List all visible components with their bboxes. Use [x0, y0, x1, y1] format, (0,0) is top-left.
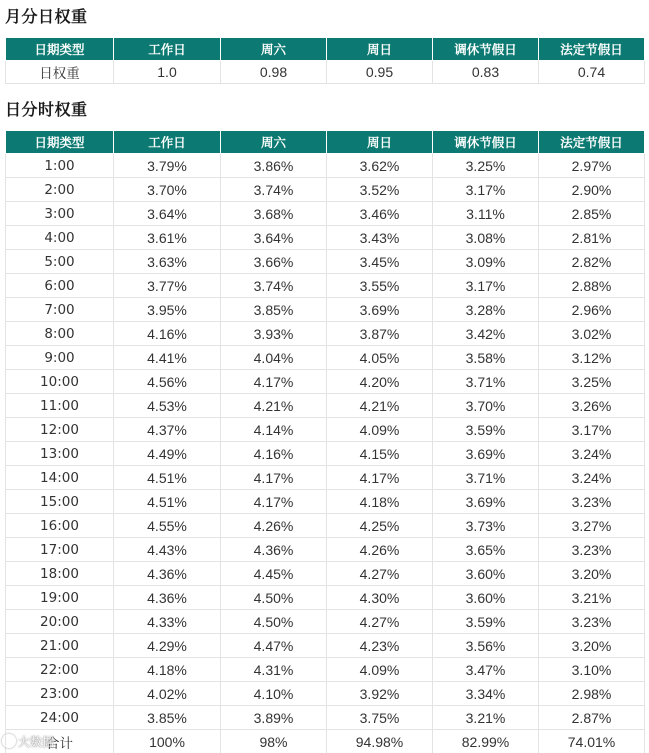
value-cell: 4.29%	[114, 634, 221, 658]
value-cell: 4.15%	[327, 442, 433, 466]
column-header: 周六	[221, 38, 327, 61]
value-cell: 3.52%	[327, 178, 433, 202]
value-cell: 3.26%	[539, 394, 645, 418]
value-cell: 4.05%	[327, 346, 433, 370]
table-row	[6, 586, 645, 610]
value-cell: 4.17%	[221, 466, 327, 490]
value-cell: 3.55%	[327, 274, 433, 298]
value-cell: 4.30%	[327, 586, 433, 610]
value-cell: 3.61%	[114, 226, 221, 250]
value-cell: 4.17%	[221, 370, 327, 394]
column-header: 周日	[327, 38, 433, 61]
column-header: 法定节假日	[539, 38, 645, 61]
row-label-cell: 7:00	[6, 298, 114, 322]
table-row	[6, 562, 645, 586]
value-cell: 4.41%	[114, 346, 221, 370]
value-cell: 3.74%	[221, 178, 327, 202]
value-cell: 2.82%	[539, 250, 645, 274]
value-cell: 4.37%	[114, 418, 221, 442]
row-label-cell: 16:00	[6, 514, 114, 538]
value-cell: 3.23%	[539, 610, 645, 634]
column-header: 工作日	[114, 131, 221, 154]
value-cell: 0.98	[221, 61, 327, 84]
table-row	[6, 298, 645, 322]
value-cell: 3.09%	[433, 250, 539, 274]
row-label-cell: 3:00	[6, 202, 114, 226]
value-cell: 3.68%	[221, 202, 327, 226]
value-cell: 3.23%	[539, 490, 645, 514]
value-cell: 2.81%	[539, 226, 645, 250]
value-cell: 4.20%	[327, 370, 433, 394]
value-cell: 3.77%	[114, 274, 221, 298]
value-cell: 3.21%	[539, 586, 645, 610]
value-cell: 4.17%	[221, 490, 327, 514]
row-label-cell: 11:00	[6, 394, 114, 418]
value-cell: 3.24%	[539, 442, 645, 466]
value-cell: 3.20%	[539, 634, 645, 658]
row-label-cell: 6:00	[6, 274, 114, 298]
value-cell: 3.87%	[327, 322, 433, 346]
value-cell: 3.17%	[433, 178, 539, 202]
table-row	[6, 490, 645, 514]
table-row	[6, 538, 645, 562]
column-header: 调休节假日	[433, 131, 539, 154]
value-cell: 0.95	[327, 61, 433, 84]
value-cell: 4.53%	[114, 394, 221, 418]
row-label-cell: 23:00	[6, 682, 114, 706]
value-cell: 3.20%	[539, 562, 645, 586]
row-label-cell: 4:00	[6, 226, 114, 250]
value-cell: 3.85%	[114, 706, 221, 730]
value-cell: 3.59%	[433, 418, 539, 442]
table-row	[6, 322, 645, 346]
value-cell: 4.43%	[114, 538, 221, 562]
value-cell: 4.09%	[327, 418, 433, 442]
value-cell: 3.64%	[221, 226, 327, 250]
value-cell: 4.31%	[221, 658, 327, 682]
value-cell: 4.27%	[327, 562, 433, 586]
row-label-cell: 1:00	[6, 154, 114, 178]
value-cell: 4.21%	[221, 394, 327, 418]
table-row	[6, 658, 645, 682]
table-header-row	[6, 38, 645, 61]
row-label-cell: 13:00	[6, 442, 114, 466]
table-row	[6, 202, 645, 226]
row-label-cell: 18:00	[6, 562, 114, 586]
value-cell: 1.0	[114, 61, 221, 84]
value-cell: 4.16%	[114, 322, 221, 346]
value-cell: 4.36%	[114, 562, 221, 586]
value-cell: 3.89%	[221, 706, 327, 730]
column-header: 日期类型	[6, 38, 114, 61]
value-cell: 2.85%	[539, 202, 645, 226]
value-cell: 3.42%	[433, 322, 539, 346]
value-cell: 3.75%	[327, 706, 433, 730]
row-label-cell: 21:00	[6, 634, 114, 658]
table-row	[6, 466, 645, 490]
value-cell: 4.36%	[114, 586, 221, 610]
column-header: 周日	[327, 131, 433, 154]
value-cell: 100%	[114, 730, 221, 753]
column-header: 周六	[221, 131, 327, 154]
column-header: 工作日	[114, 38, 221, 61]
value-cell: 4.50%	[221, 586, 327, 610]
value-cell: 3.56%	[433, 634, 539, 658]
row-label-cell: 合计	[6, 730, 114, 753]
value-cell: 3.23%	[539, 538, 645, 562]
value-cell: 3.21%	[433, 706, 539, 730]
value-cell: 94.98%	[327, 730, 433, 753]
value-cell: 3.95%	[114, 298, 221, 322]
value-cell: 3.71%	[433, 370, 539, 394]
value-cell: 2.88%	[539, 274, 645, 298]
value-cell: 2.98%	[539, 682, 645, 706]
value-cell: 4.55%	[114, 514, 221, 538]
value-cell: 4.09%	[327, 658, 433, 682]
table-row	[6, 442, 645, 466]
value-cell: 3.69%	[433, 442, 539, 466]
value-cell: 4.17%	[327, 466, 433, 490]
value-cell: 3.69%	[327, 298, 433, 322]
value-cell: 4.21%	[327, 394, 433, 418]
value-cell: 4.26%	[327, 538, 433, 562]
value-cell: 2.96%	[539, 298, 645, 322]
value-cell: 4.51%	[114, 490, 221, 514]
value-cell: 4.50%	[221, 610, 327, 634]
table-row	[6, 178, 645, 202]
value-cell: 3.69%	[433, 490, 539, 514]
value-cell: 2.87%	[539, 706, 645, 730]
value-cell: 4.45%	[221, 562, 327, 586]
value-cell: 4.51%	[114, 466, 221, 490]
column-header: 日期类型	[6, 131, 114, 154]
value-cell: 3.71%	[433, 466, 539, 490]
value-cell: 0.83	[433, 61, 539, 84]
value-cell: 3.25%	[433, 154, 539, 178]
value-cell: 3.86%	[221, 154, 327, 178]
value-cell: 3.70%	[433, 394, 539, 418]
table-row	[6, 154, 645, 178]
value-cell: 3.59%	[433, 610, 539, 634]
value-cell: 4.02%	[114, 682, 221, 706]
row-label-cell: 12:00	[6, 418, 114, 442]
table-row	[6, 610, 645, 634]
value-cell: 3.02%	[539, 322, 645, 346]
value-cell: 3.27%	[539, 514, 645, 538]
value-cell: 4.16%	[221, 442, 327, 466]
row-label-cell: 8:00	[6, 322, 114, 346]
value-cell: 4.18%	[327, 490, 433, 514]
row-label-cell: 19:00	[6, 586, 114, 610]
value-cell: 3.43%	[327, 226, 433, 250]
value-cell: 3.66%	[221, 250, 327, 274]
value-cell: 4.04%	[221, 346, 327, 370]
value-cell: 4.23%	[327, 634, 433, 658]
value-cell: 3.93%	[221, 322, 327, 346]
daily-weight-table	[5, 37, 645, 84]
value-cell: 4.56%	[114, 370, 221, 394]
value-cell: 4.49%	[114, 442, 221, 466]
value-cell: 3.60%	[433, 586, 539, 610]
table-row	[6, 61, 645, 84]
row-label-cell: 17:00	[6, 538, 114, 562]
value-cell: 3.92%	[327, 682, 433, 706]
value-cell: 3.45%	[327, 250, 433, 274]
value-cell: 2.90%	[539, 178, 645, 202]
table-row	[6, 514, 645, 538]
value-cell: 3.24%	[539, 466, 645, 490]
table-row	[6, 274, 645, 298]
value-cell: 4.25%	[327, 514, 433, 538]
row-label-cell: 5:00	[6, 250, 114, 274]
row-label-cell: 14:00	[6, 466, 114, 490]
row-label-cell: 24:00	[6, 706, 114, 730]
table-row	[6, 706, 645, 730]
value-cell: 3.63%	[114, 250, 221, 274]
value-cell: 3.64%	[114, 202, 221, 226]
table-row	[6, 730, 645, 753]
value-cell: 3.08%	[433, 226, 539, 250]
value-cell: 4.14%	[221, 418, 327, 442]
table-row	[6, 418, 645, 442]
row-label-cell: 2:00	[6, 178, 114, 202]
value-cell: 4.10%	[221, 682, 327, 706]
value-cell: 3.58%	[433, 346, 539, 370]
value-cell: 2.97%	[539, 154, 645, 178]
value-cell: 3.12%	[539, 346, 645, 370]
value-cell: 0.74	[539, 61, 645, 84]
value-cell: 3.17%	[433, 274, 539, 298]
value-cell: 3.85%	[221, 298, 327, 322]
value-cell: 3.46%	[327, 202, 433, 226]
value-cell: 3.79%	[114, 154, 221, 178]
section-title-daily-weight: 月分日权重	[5, 7, 88, 26]
table-row	[6, 370, 645, 394]
value-cell: 3.11%	[433, 202, 539, 226]
watermark-text: 大数据	[18, 734, 55, 749]
row-label-cell: 22:00	[6, 658, 114, 682]
row-label-cell: 15:00	[6, 490, 114, 514]
table-row	[6, 226, 645, 250]
value-cell: 3.62%	[327, 154, 433, 178]
value-cell: 4.18%	[114, 658, 221, 682]
value-cell: 4.33%	[114, 610, 221, 634]
value-cell: 3.28%	[433, 298, 539, 322]
value-cell: 3.10%	[539, 658, 645, 682]
value-cell: 3.65%	[433, 538, 539, 562]
value-cell: 4.26%	[221, 514, 327, 538]
value-cell: 3.47%	[433, 658, 539, 682]
value-cell: 3.73%	[433, 514, 539, 538]
value-cell: 3.25%	[539, 370, 645, 394]
value-cell: 3.74%	[221, 274, 327, 298]
table-row	[6, 250, 645, 274]
value-cell: 3.70%	[114, 178, 221, 202]
table-row	[6, 394, 645, 418]
value-cell: 3.60%	[433, 562, 539, 586]
table-row	[6, 346, 645, 370]
value-cell: 4.36%	[221, 538, 327, 562]
hourly-weight-table	[5, 130, 645, 753]
table-row	[6, 682, 645, 706]
column-header: 法定节假日	[539, 131, 645, 154]
value-cell: 3.34%	[433, 682, 539, 706]
row-label-cell: 20:00	[6, 610, 114, 634]
value-cell: 82.99%	[433, 730, 539, 753]
value-cell: 74.01%	[539, 730, 645, 753]
value-cell: 4.47%	[221, 634, 327, 658]
value-cell: 4.27%	[327, 610, 433, 634]
column-header: 调休节假日	[433, 38, 539, 61]
section-title-hourly-weight: 日分时权重	[5, 100, 88, 119]
row-label-cell: 9:00	[6, 346, 114, 370]
table-row	[6, 634, 645, 658]
row-label-cell: 日权重	[6, 61, 114, 84]
table-header-row	[6, 131, 645, 154]
value-cell: 98%	[221, 730, 327, 753]
value-cell: 3.17%	[539, 418, 645, 442]
row-label-cell: 10:00	[6, 370, 114, 394]
